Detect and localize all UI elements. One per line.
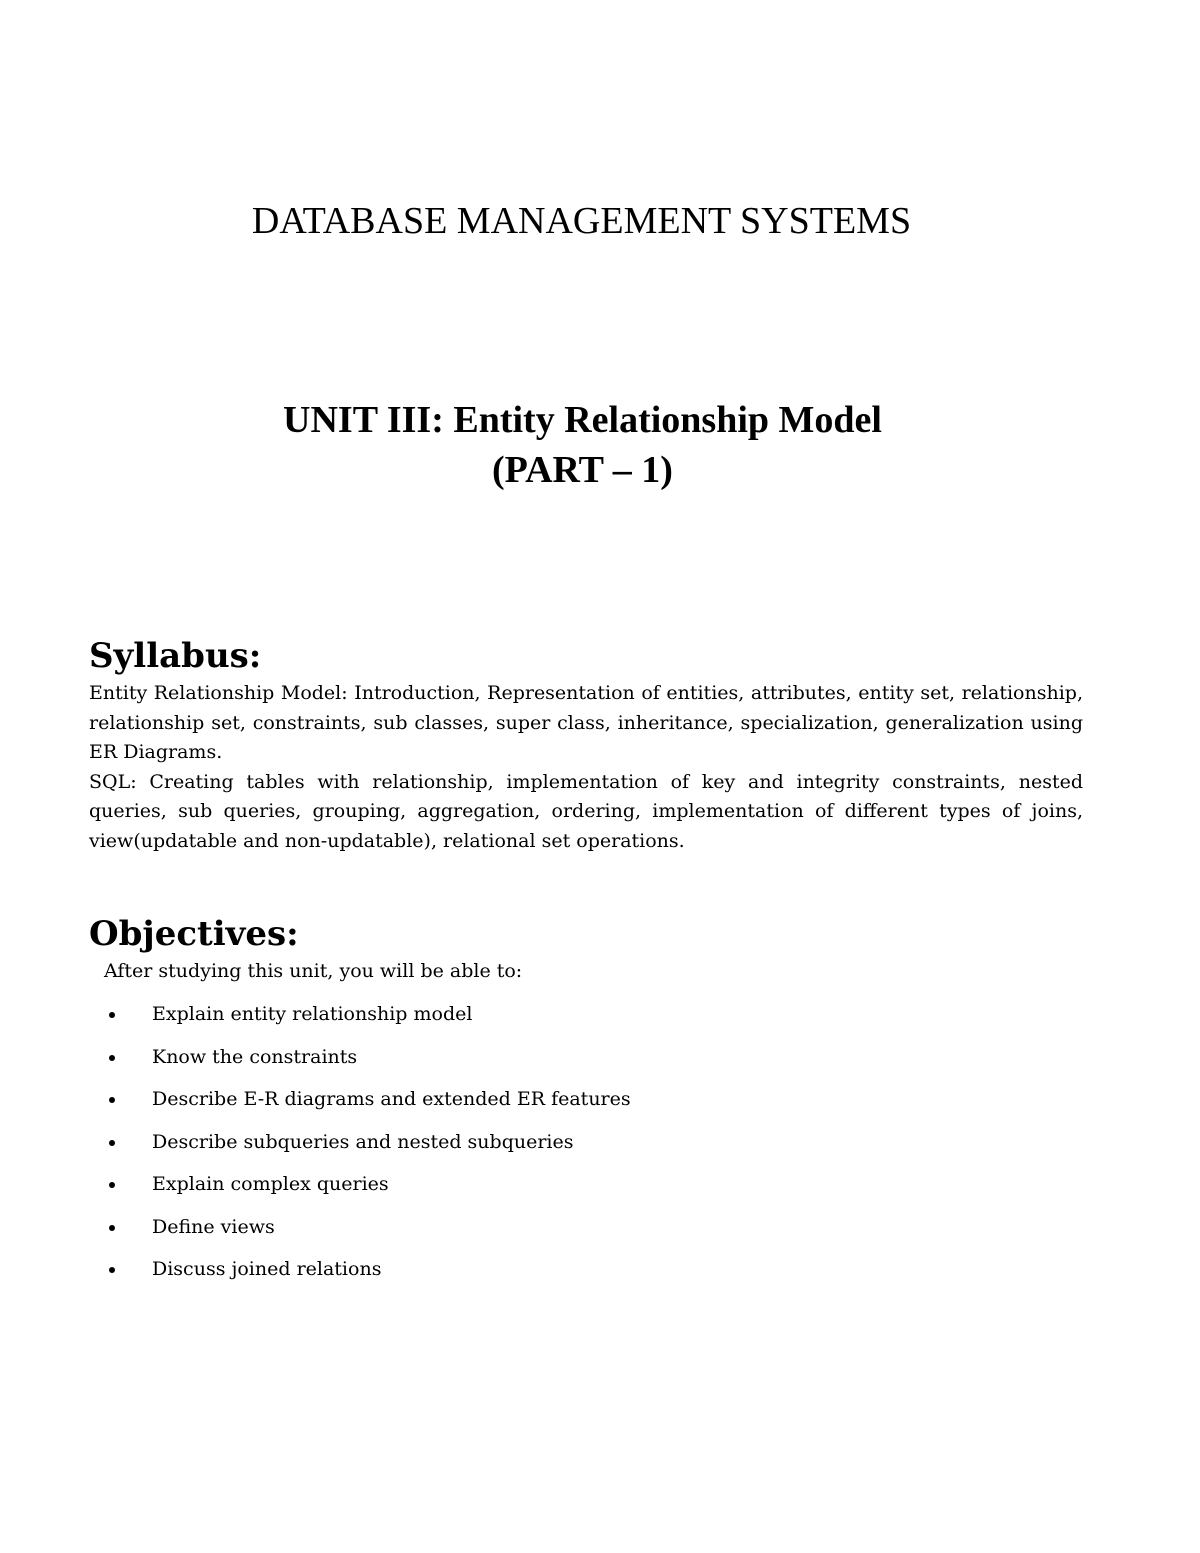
unit-title-line-2: (PART – 1) <box>492 449 673 491</box>
bullet-icon <box>109 1225 115 1231</box>
syllabus-paragraph-er: Entity Relationship Model: Introduction, Representation of entities, attributes, entity set, relationship, relationship set, constraints, sub classes, super class, inheritance, specialization, generalization using ER Diagrams. <box>89 682 1083 763</box>
objective-item-text: Define views <box>152 1215 275 1238</box>
objective-item-text: Describe E-R diagrams and extended ER features <box>152 1088 631 1110</box>
objective-item <box>104 1084 631 1127</box>
objective-item <box>104 1169 631 1212</box>
objective-item <box>104 1212 631 1255</box>
objective-item <box>104 999 631 1042</box>
syllabus-paragraph-sql: SQL: Creating tables with relationship, implementation of key and integrity constraints, nested queries, sub queries, grouping, aggregation, ordering, implementation of different types of joins, view(updatable and non-updatable), relational set operations. <box>89 770 1083 852</box>
syllabus-heading: Syllabus: <box>89 636 262 676</box>
objective-item <box>104 1042 631 1085</box>
unit-title <box>0 395 1165 495</box>
objective-item-text: Describe subqueries and nested subqueries <box>152 1130 574 1153</box>
objective-item-text: Discuss joined relations <box>152 1258 382 1280</box>
objective-item-text: Explain complex queries <box>152 1173 389 1195</box>
bullet-icon <box>109 1097 115 1103</box>
bullet-icon <box>109 1012 115 1018</box>
bullet-icon <box>109 1267 115 1273</box>
unit-title-line-1: UNIT III: Entity Relationship Model <box>283 399 882 441</box>
objectives-heading: Objectives: <box>89 914 299 954</box>
document-title: DATABASE MANAGEMENT SYSTEMS <box>251 200 912 242</box>
objectives-list <box>104 999 631 1297</box>
objective-item-text: Know the constraints <box>152 1045 358 1068</box>
objective-item <box>104 1127 631 1170</box>
bullet-icon <box>109 1055 115 1061</box>
objectives-intro: After studying this unit, you will be able to: <box>104 960 523 982</box>
syllabus-body <box>89 679 1083 856</box>
objective-item <box>104 1254 631 1297</box>
bullet-icon <box>109 1182 115 1188</box>
bullet-icon <box>109 1140 115 1146</box>
objective-item-text: Explain entity relationship model <box>152 1003 473 1025</box>
